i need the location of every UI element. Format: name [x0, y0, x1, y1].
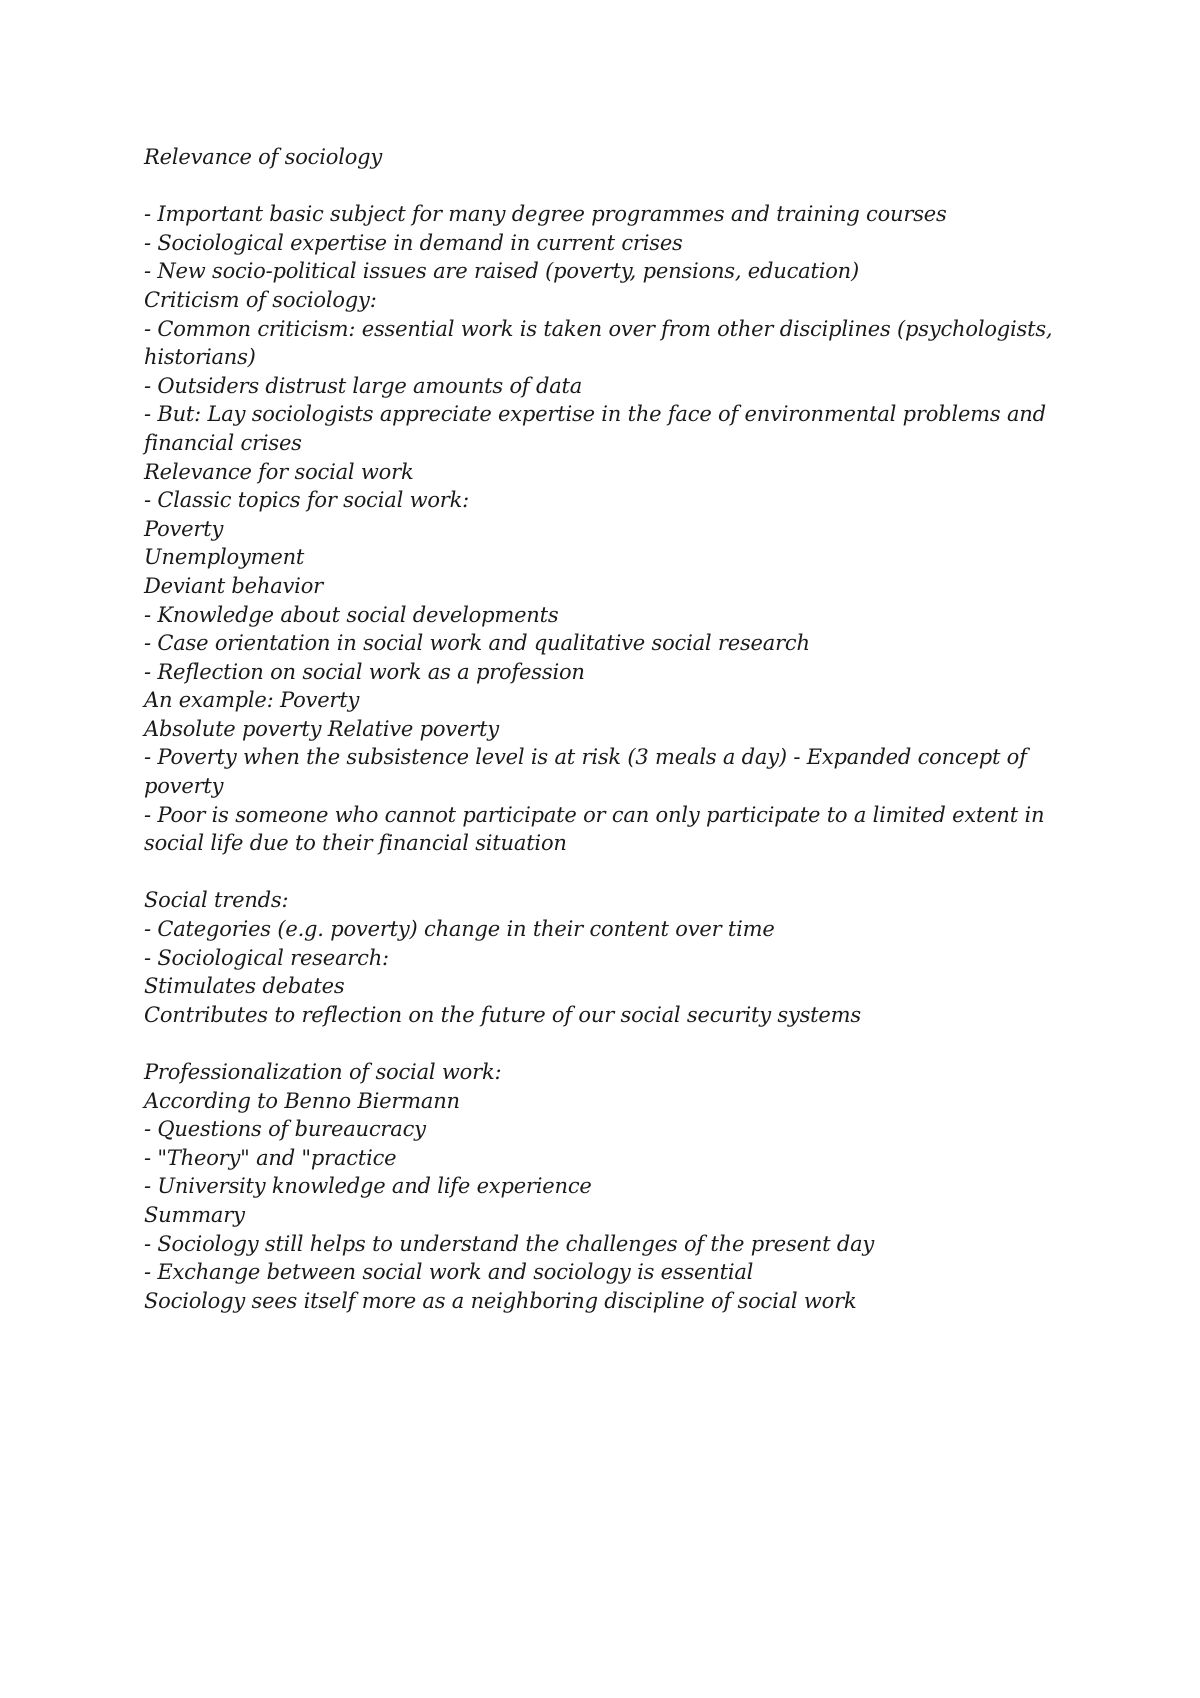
text-line: An example: Poverty — [144, 688, 360, 713]
text-line: - Reflection on social work as a profession — [144, 659, 585, 684]
blank-line — [144, 858, 1044, 887]
text-line: - Questions of bureaucracy — [144, 1117, 426, 1142]
text-line: - Categories (e.g. poverty) change in their content over time — [144, 917, 775, 942]
text-line: Relevance of sociology — [144, 145, 383, 169]
text-line: - Poverty when the subsistence level is at risk (3 meals a day) - Expanded concept of — [144, 745, 1027, 770]
text-line: Absolute poverty Relative poverty — [144, 716, 499, 741]
document-body — [144, 143, 1053, 1315]
text-line: Criticism of sociology: — [144, 287, 377, 312]
text-line: Unemployment — [144, 545, 305, 570]
text-line: poverty — [144, 774, 224, 799]
text-line: - New socio-political issues are raised (poverty, pensions, education) — [144, 259, 859, 284]
blank-line — [144, 1029, 1044, 1058]
text-line: Sociology sees itself more as a neighboring discipline of social work — [144, 1288, 857, 1313]
text-line: Poverty — [144, 516, 224, 541]
text-line: - But: Lay sociologists appreciate expertise in the face of environmental problems and — [144, 402, 1046, 427]
text-line: - Important basic subject for many degree programmes and training courses — [144, 202, 947, 227]
text-line: historians) — [144, 345, 256, 370]
text-line: - Classic topics for social work: — [144, 488, 470, 513]
text-line: Stimulates debates — [144, 974, 345, 999]
text-line: - Exchange between social work and sociology is essential — [144, 1260, 754, 1285]
text-line: - Outsiders distrust large amounts of data — [144, 373, 583, 398]
text-line: - Sociological expertise in demand in current crises — [144, 230, 683, 255]
text-line: social life due to their financial situation — [144, 831, 567, 856]
text-line: - Case orientation in social work and qualitative social research — [144, 631, 810, 656]
text-line: Professionalization of social work: — [144, 1060, 502, 1084]
text-line: - University knowledge and life experience — [144, 1174, 592, 1199]
text-line: According to Benno Biermann — [144, 1088, 460, 1113]
blank-line — [144, 172, 1044, 201]
text-line: Deviant behavior — [144, 573, 323, 598]
text-line: Contributes to reflection on the future of our social security systems — [144, 1002, 861, 1027]
text-line: - Knowledge about social developments — [144, 602, 559, 627]
text-line: Social trends: — [144, 888, 289, 913]
text-line: - "Theory" and "practice — [144, 1145, 397, 1170]
text-line: - Sociology still helps to understand the challenges of the present day — [144, 1231, 875, 1256]
text-line: - Sociological research: — [144, 945, 389, 970]
text-line: - Poor is someone who cannot participate or can only participate to a limited extent in — [144, 802, 1045, 827]
text-line: financial crises — [144, 430, 302, 455]
text-line: - Common criticism: essential work is taken over from other disciplines (psychologists, — [144, 316, 1053, 341]
text-line: Relevance for social work — [144, 459, 414, 484]
text-line: Summary — [144, 1202, 245, 1227]
